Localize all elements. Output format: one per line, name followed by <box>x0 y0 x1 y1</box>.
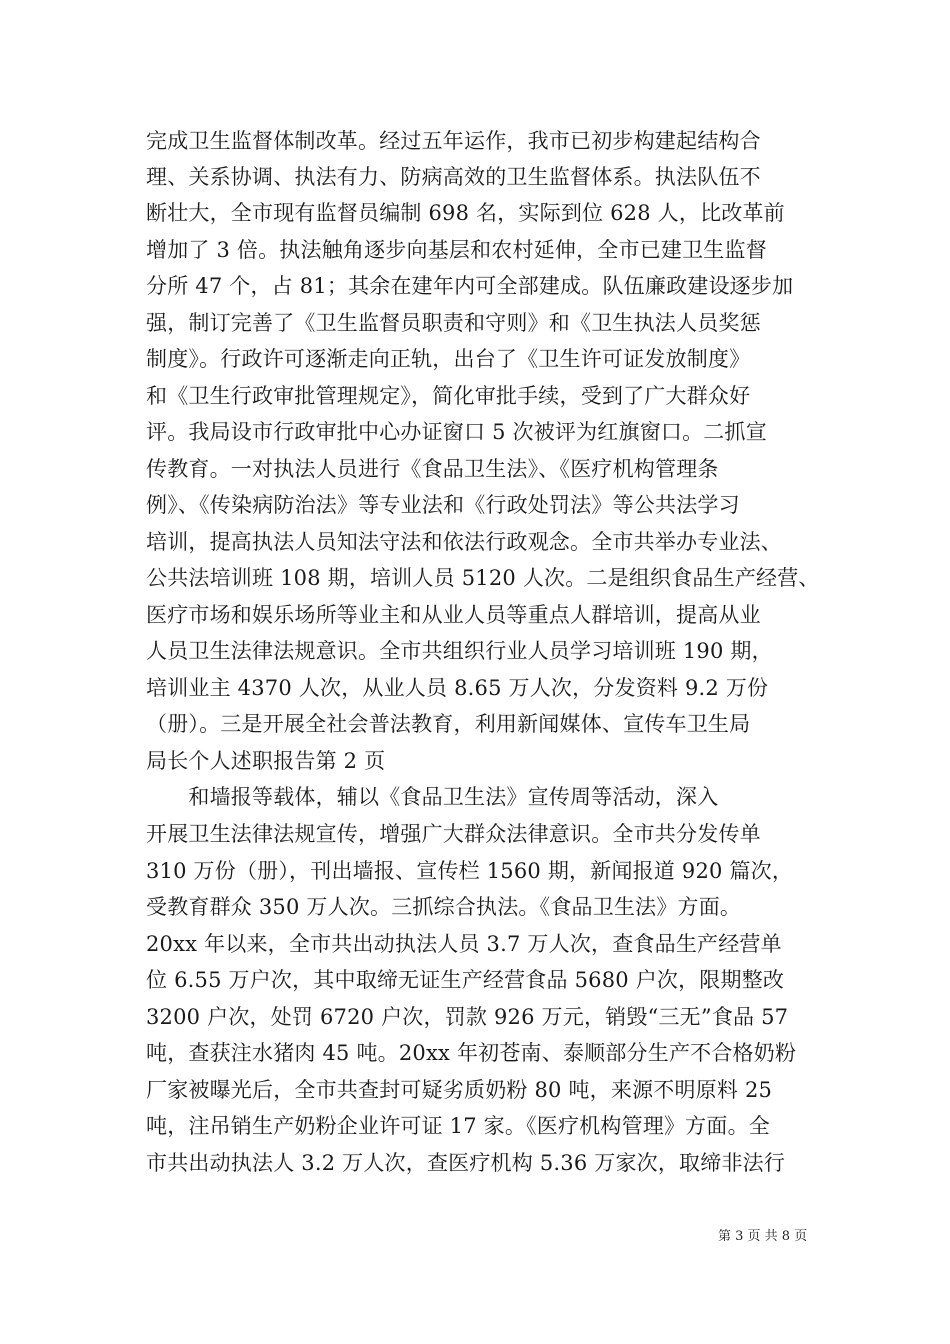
page-number-footer: 第 3 页 共 8 页 <box>718 1229 808 1244</box>
body-text-line: 分所 47 个，占 81；其余在建年内可全部建成。队伍廉政建设逐步加 <box>146 274 794 298</box>
body-text-line: 开展卫生法律法规宣传，增强广大群众法律意识。全市共分发传单 <box>146 822 761 846</box>
body-text-line: 310 万份（册），刊出墙报、宣传栏 1560 期，新闻报道 920 篇次， <box>146 859 794 883</box>
body-text-line: 增加了 3 倍。执法触角逐步向基层和农村延伸，全市已建卫生监督 <box>146 238 767 262</box>
body-text-line: 强，制订完善了《卫生监督员职责和守则》和《卫生执法人员奖惩 <box>146 311 761 335</box>
body-text-line: 完成卫生监督体制改革。经过五年运作，我市已初步构建起结构合 <box>146 129 761 153</box>
body-text-line: 3200 户次，处罚 6720 户次，罚款 926 万元，销毁“三无”食品 57 <box>146 1005 789 1029</box>
body-text-line: 吨，查获注水猪肉 45 吨。20xx 年初苍南、泰顺部分生产不合格奶粉 <box>146 1041 797 1065</box>
body-text-line: 培训，提高执法人员知法守法和依法行政观念。全市共举办专业法、 <box>146 530 782 554</box>
body-text-line: 评。我局设市行政审批中心办证窗口 5 次被评为红旗窗口。二抓宣 <box>146 420 767 444</box>
body-text-line: 和墙报等载体，辅以《食品卫生法》宣传周等活动，深入 <box>146 785 719 809</box>
body-text-line: 断壮大，全市现有监督员编制 698 名，实际到位 628 人，比改革前 <box>146 201 785 225</box>
body-text-line: 吨，注吊销生产奶粉企业许可证 17 家。《医疗机构管理》方面。全 <box>146 1114 770 1138</box>
body-text-line: 20xx 年以来，全市共出动执法人员 3.7 万人次，查食品生产经营单 <box>146 932 782 956</box>
body-text-line: 理、关系协调、执法有力、防病高效的卫生监督体系。执法队伍不 <box>146 165 761 189</box>
body-text-line: 医疗市场和娱乐场所等业主和从业人员等重点人群培训，提高从业 <box>146 603 761 627</box>
body-text-line: 公共法培训班 108 期，培训人员 5120 人次。二是组织食品生产经营、 <box>146 566 820 590</box>
body-text-line: 人员卫生法律法规意识。全市共组织行业人员学习培训班 190 期， <box>146 639 773 663</box>
body-text-line: 培训业主 4370 人次，从业人员 8.65 万人次，分发资料 9.2 万份 <box>146 676 769 700</box>
body-text-line: 位 6.55 万户次，其中取缔无证生产经营食品 5680 户次，限期整改 <box>146 968 785 992</box>
body-text-line: 厂家被曝光后，全市共查封可疑劣质奶粉 80 吨，来源不明原料 25 <box>146 1078 773 1102</box>
body-text-line: 传教育。一对执法人员进行《食品卫生法》、《医疗机构管理条 <box>146 457 719 481</box>
body-text-line: 制度》。行政许可逐渐走向正轨，出台了《卫生许可证发放制度》 <box>146 347 751 371</box>
body-text-line: 市共出动执法人 3.2 万人次，查医疗机构 5.36 万家次，取缔非法行 <box>146 1151 786 1175</box>
body-text-line: 局长个人述职报告第 2 页 <box>146 749 386 773</box>
body-text-line: 受教育群众 350 万人次。三抓综合执法。《食品卫生法》方面。 <box>146 895 742 919</box>
body-text-line: 例》、《传染病防治法》等专业法和《行政处罚法》等公共法学习 <box>146 493 740 517</box>
body-text-line: （册）。三是开展全社会普法教育，利用新闻媒体、宣传车卫生局 <box>146 712 751 736</box>
body-text-line: 和《卫生行政审批管理规定》，简化审批手续，受到了广大群众好 <box>146 384 751 408</box>
